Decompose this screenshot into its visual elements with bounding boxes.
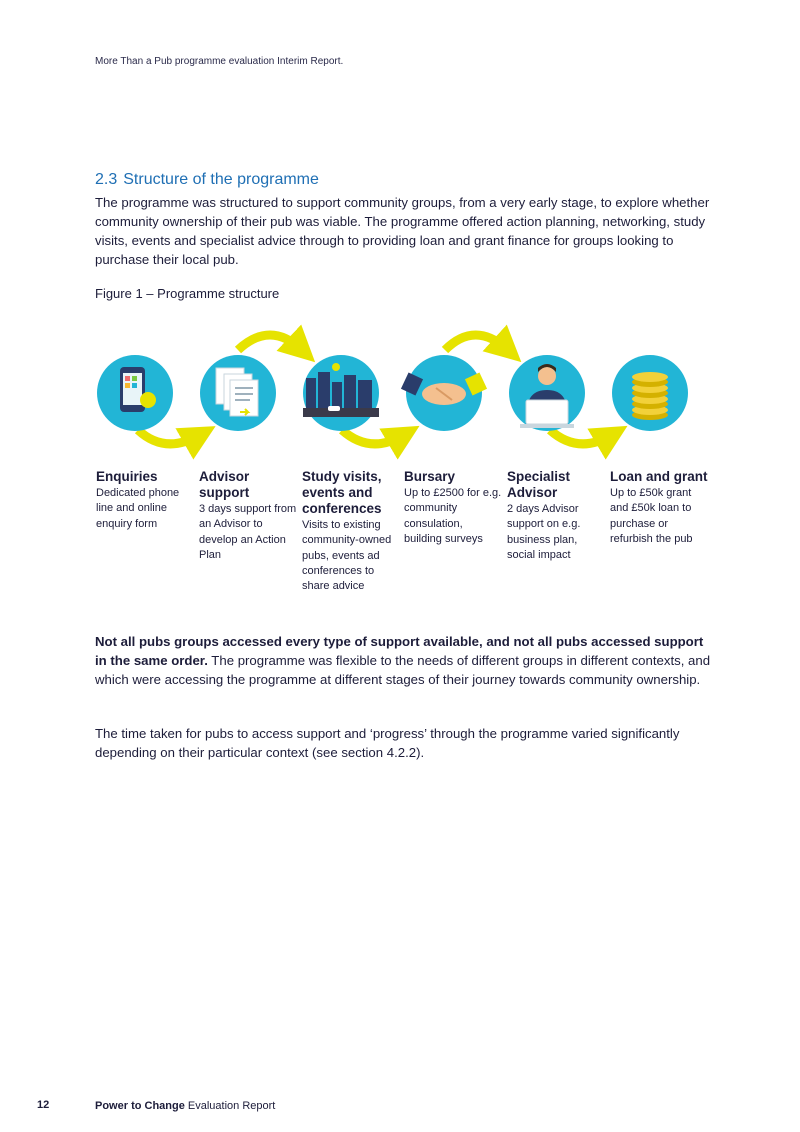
stage-title: Enquiries — [96, 469, 158, 484]
section-title: Structure of the programme — [123, 171, 319, 188]
body-text: The programme was flexible to the needs of different groups in different contexts, and which were accessing the programme at different stages of their journey towards community ownership. — [95, 653, 711, 687]
handshake-icon — [401, 355, 487, 431]
stage-title: Study visits, events and conferences — [302, 469, 382, 516]
footer-org: Power to Change — [95, 1100, 185, 1112]
body-paragraph-1 — [95, 632, 715, 689]
stage-study-visits — [302, 469, 400, 594]
stage-description: Up to £50k grant and £50k loan to purchase or refurbish the pub — [610, 487, 693, 545]
documents-icon — [200, 355, 276, 431]
stage-enquiries — [96, 469, 194, 532]
stage-description: 3 days support from an Advisor to develop an Action Plan — [199, 503, 297, 561]
footer-title — [95, 1100, 275, 1112]
running-header: More Than a Pub programme evaluation Interim Report. — [95, 56, 344, 67]
stage-description: Dedicated phone line and online enquiry form — [96, 487, 180, 530]
arrow-top-4 — [445, 335, 508, 350]
section-heading — [95, 171, 319, 189]
body-paragraph-2: The time taken for pubs to access support and ‘progress’ through the programme varied significantly depending on their particular context (see section 4.2.2). — [95, 726, 680, 760]
stage-advisor-support — [199, 469, 297, 563]
programme-structure-diagram — [90, 320, 710, 460]
stage-bursary — [404, 469, 502, 547]
arrow-bottom-3 — [342, 430, 404, 444]
arrow-bottom-5 — [550, 430, 612, 444]
stage-description: 2 days Advisor support on e.g. business plan, social impact — [507, 503, 581, 561]
stage-title: Specialist Advisor — [507, 469, 571, 500]
emphasis-text: Not all pubs groups accessed every type of support available, and not all pubs accessed support in the same order. — [95, 634, 704, 668]
intro-paragraph: The programme was structured to support community groups, from a very early stage, to explore whether community ownership of their pub was viable. The programme offered action planning, networking, study visits, events and specialist advice through to providing loan and grant finance for groups looking to purchase their local pub. — [95, 195, 710, 267]
section-number: 2.3 — [95, 171, 118, 188]
coins-icon — [612, 355, 688, 431]
figure-caption: Figure 1 – Programme structure — [95, 286, 280, 301]
stage-description: Up to £2500 for e.g. community consulation, building surveys — [404, 487, 502, 545]
stage-specialist-advisor — [507, 469, 605, 563]
footer-doc: Evaluation Report — [184, 1100, 276, 1112]
stage-loan-and-grant — [610, 469, 708, 547]
stage-title: Loan and grant — [610, 469, 708, 484]
smartphone-icon — [97, 355, 173, 431]
advisor-laptop-icon — [509, 355, 585, 431]
city-icon — [303, 355, 379, 431]
stage-title: Bursary — [404, 469, 456, 484]
arrow-bottom-1 — [138, 430, 200, 444]
page-number: 12 — [37, 1099, 50, 1111]
stage-title: Advisor support — [199, 469, 250, 500]
stage-description: Visits to existing community-owned pubs, events ad conferences to share advice — [302, 519, 392, 593]
arrow-top-2 — [238, 335, 302, 350]
